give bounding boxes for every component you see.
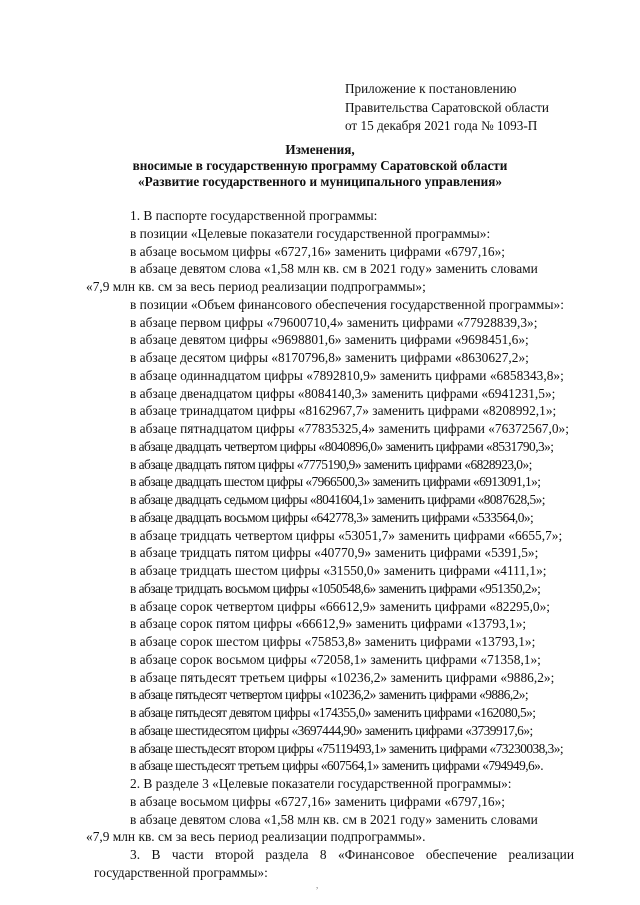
document-body bbox=[86, 207, 574, 882]
body-line: в абзаце тринадцатом цифры «8162967,7» заменить цифрами «8208992,1»; bbox=[130, 403, 557, 419]
appendix-line-1: Приложение к постановлению bbox=[345, 81, 517, 96]
section-1-heading: 1. В паспорте государственной программы: bbox=[130, 208, 378, 223]
body-line: в абзаце тридцать шестом цифры «31550,0» заменить цифрами «4111,1»; bbox=[130, 563, 547, 578]
appendix-block bbox=[345, 80, 549, 136]
heading-line-1: Изменения, bbox=[285, 142, 355, 157]
heading-line-2: вносимые в государственную программу Саратовской области bbox=[132, 158, 508, 173]
body-line: в абзаце шестьдесят третьем цифры «607564,1» заменить цифрами «794949,6». bbox=[130, 758, 544, 774]
body-line: в абзаце девятом цифры «9698801,6» заменить цифрами «9698451,6»; bbox=[130, 332, 529, 348]
body-line: в абзаце двадцать шестом цифры «7966500,3» заменить цифрами «6913091,1»; bbox=[130, 474, 541, 490]
body-line: в абзаце пятьдесят четвертом цифры «10236,2» заменить цифрами «9886,2»; bbox=[130, 687, 529, 703]
body-line: в абзаце сорок пятом цифры «66612,9» заменить цифрами «13793,1»; bbox=[130, 616, 527, 632]
body-line: в абзаце двадцать пятом цифры «7775190,9» заменить цифрами «6828923,0»; bbox=[130, 456, 532, 472]
body-line: в позиции «Целевые показатели государственной программы»: bbox=[130, 225, 491, 241]
body-line: в позиции «Объем финансового обеспечения государственной программы»: bbox=[130, 296, 564, 312]
appendix-line-3: от 15 декабря 2021 года № 1093-П bbox=[345, 118, 538, 134]
heading-line-3: «Развитие государственного и муниципального управления» bbox=[138, 174, 502, 189]
body-line: государственной программы»: bbox=[94, 864, 268, 880]
page-mark: , bbox=[316, 880, 319, 890]
body-line: в абзаце тридцать пятом цифры «40770,9» заменить цифрами «5391,5»; bbox=[130, 545, 539, 561]
body-line: в абзаце пятьдесят третьем цифры «10236,2» заменить цифрами «9886,2»; bbox=[130, 669, 555, 685]
body-line: в абзаце шестидесятом цифры «3697444,90» заменить цифрами «3739917,6»; bbox=[130, 722, 533, 738]
body-line: в абзаце сорок шестом цифры «75853,8» заменить цифрами «13793,1»; bbox=[130, 634, 536, 649]
body-line: в абзаце десятом цифры «8170796,8» заменить цифрами «8630627,2»; bbox=[130, 350, 529, 365]
body-line: в абзаце восьмом цифры «6727,16» заменить цифрами «6797,16»; bbox=[130, 793, 506, 809]
document-heading bbox=[0, 142, 640, 190]
body-line: в абзаце одиннадцатом цифры «7892810,9» заменить цифрами «6858343,8»; bbox=[130, 367, 564, 383]
body-line: в абзаце двадцать седьмом цифры «8041604,1» заменить цифрами «8087628,5»; bbox=[130, 492, 545, 507]
body-line: в абзаце пятьдесят девятом цифры «174355,0» заменить цифрами «162080,5»; bbox=[130, 705, 536, 720]
body-line: «7,9 млн кв. см за весь период реализации подпрограммы»; bbox=[86, 279, 426, 294]
body-line: в абзаце первом цифры «79600710,4» заменить цифрами «77928839,3»; bbox=[130, 314, 538, 330]
body-line: в абзаце восьмом цифры «6727,16» заменить цифрами «6797,16»; bbox=[130, 243, 506, 259]
body-line: в абзаце тридцать восьмом цифры «1050548,6» заменить цифрами «951350,2»; bbox=[130, 580, 541, 596]
appendix-line-2: Правительства Саратовской области bbox=[345, 99, 549, 115]
body-line: в абзаце девятом слова «1,58 млн кв. см в 2021 году» заменить словами bbox=[130, 261, 538, 277]
body-line: в абзаце двенадцатом цифры «8084140,3» заменить цифрами «6941231,5»; bbox=[130, 385, 556, 401]
section-2-heading: 2. В разделе 3 «Целевые показатели государственной программы»: bbox=[130, 776, 512, 791]
body-line: в абзаце сорок четвертом цифры «66612,9» заменить цифрами «82295,0»; bbox=[130, 598, 551, 614]
body-line: в абзаце пятнадцатом цифры «77835325,4» заменить цифрами «76372567,0»; bbox=[130, 421, 569, 436]
body-line: в абзаце двадцать восьмом цифры «642778,3» заменить цифрами «533564,0»; bbox=[130, 509, 534, 525]
body-line: «7,9 млн кв. см за весь период реализации подпрограммы». bbox=[86, 829, 426, 845]
body-line: в абзаце двадцать четвертом цифры «8040896,0» заменить цифрами «8531790,3»; bbox=[130, 438, 554, 454]
body-line: в абзаце сорок восьмом цифры «72058,1» заменить цифрами «71358,1»; bbox=[130, 651, 541, 667]
body-line: в абзаце девятом слова «1,58 млн кв. см в 2021 году» заменить словами bbox=[130, 811, 538, 827]
body-line: в абзаце шестьдесят втором цифры «75119493,1» заменить цифрами «73230038,3»; bbox=[130, 740, 564, 756]
section-3-heading: 3. В части второй раздела 8 «Финансовое обеспечение реализации bbox=[130, 847, 574, 862]
body-line: в абзаце тридцать четвертом цифры «53051,7» заменить цифрами «6655,7»; bbox=[130, 527, 563, 543]
